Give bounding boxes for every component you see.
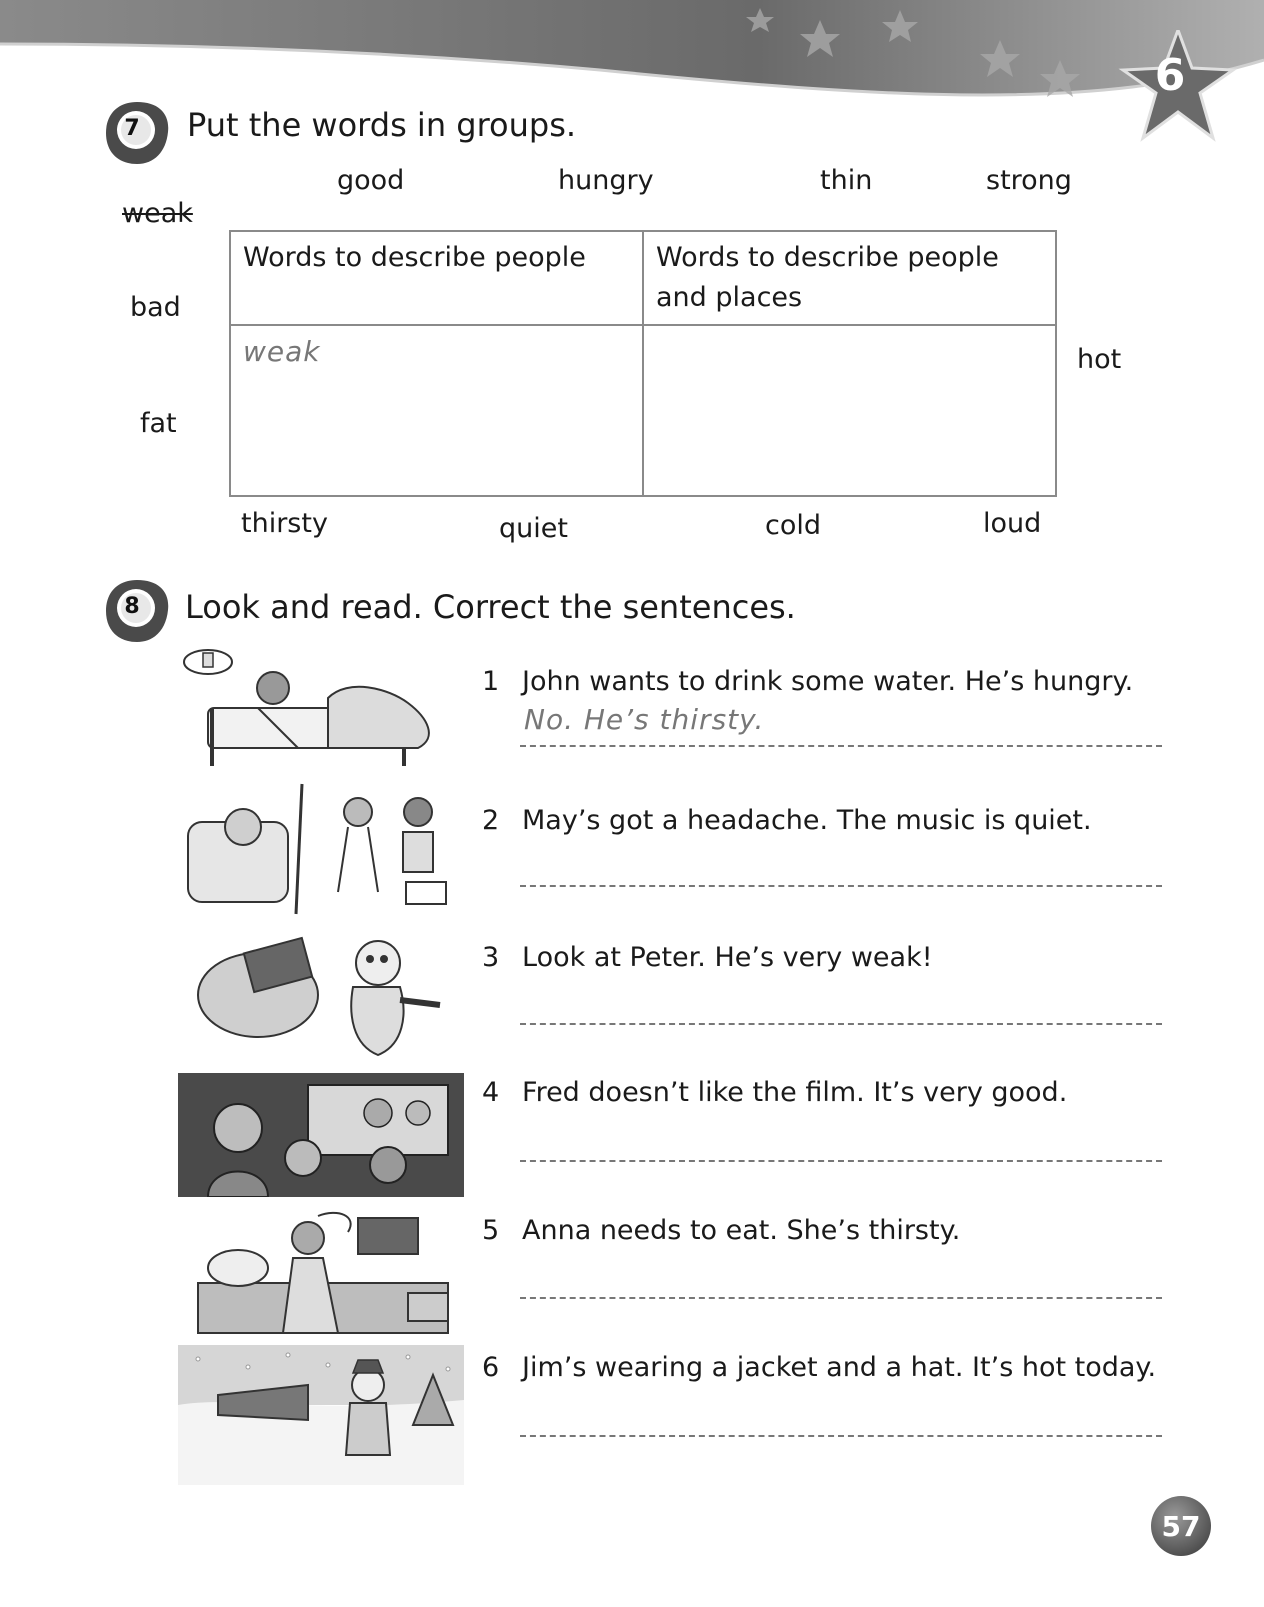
sentence-4: 4 Fred doesn’t like the film. It’s very good. <box>482 1077 1068 1108</box>
word-weak-crossed-out: weak <box>122 198 193 229</box>
picture-headache-and-dancing <box>178 782 464 917</box>
answer-line-1[interactable] <box>520 745 1162 747</box>
page-number: 57 <box>1161 1510 1201 1543</box>
word-good: good <box>337 165 405 196</box>
sentence-3: 3 Look at Peter. He’s very weak! <box>482 942 933 973</box>
word-strong: strong <box>986 165 1072 196</box>
answer-line-6[interactable] <box>520 1435 1162 1437</box>
answer-1-example: No. He’s thirsty. <box>524 703 765 736</box>
word-bad: bad <box>130 292 181 323</box>
sentence-6: 6 Jim’s wearing a jacket and a hat. It’s hot today. <box>482 1352 1157 1383</box>
table-cell-people-and-places[interactable] <box>643 325 1056 496</box>
table-header-people: Words to describe people <box>230 231 643 325</box>
answer-line-2[interactable] <box>520 885 1162 887</box>
word-loud: loud <box>983 508 1042 539</box>
word-fat: fat <box>140 408 177 439</box>
word-groups-table <box>229 230 1057 497</box>
word-hungry: hungry <box>558 165 654 196</box>
picture-man-carrying-bag <box>178 925 464 1060</box>
word-thirsty: thirsty <box>241 508 328 539</box>
exercise-7-number: 7 <box>124 116 140 141</box>
picture-girl-cooking <box>178 1208 464 1336</box>
word-hot: hot <box>1077 344 1122 375</box>
word-cold: cold <box>765 510 822 541</box>
table-header-people-and-places: Words to describe people and places <box>643 231 1056 325</box>
unit-number: 6 <box>1154 50 1186 101</box>
answer-line-3[interactable] <box>520 1023 1162 1025</box>
answer-line-4[interactable] <box>520 1160 1162 1162</box>
word-quiet: quiet <box>499 513 568 544</box>
exercise-8-instruction: Look and read. Correct the sentences. <box>185 588 796 626</box>
table-cell-people[interactable] <box>230 325 643 496</box>
picture-boy-in-snow <box>178 1345 464 1485</box>
exercise-7-instruction: Put the words in groups. <box>187 106 577 144</box>
picture-boy-in-bed <box>178 648 464 770</box>
exercise-8-number: 8 <box>124 594 140 619</box>
answer-line-5[interactable] <box>520 1297 1162 1299</box>
sentence-5: 5 Anna needs to eat. She’s thirsty. <box>482 1215 961 1246</box>
example-answer-weak: weak <box>243 335 321 368</box>
sentence-1: 1 John wants to drink some water. He’s hungry. <box>482 666 1134 697</box>
picture-boy-at-cinema <box>178 1073 464 1197</box>
word-thin: thin <box>820 165 873 196</box>
sentence-2: 2 May’s got a headache. The music is quiet. <box>482 805 1092 836</box>
